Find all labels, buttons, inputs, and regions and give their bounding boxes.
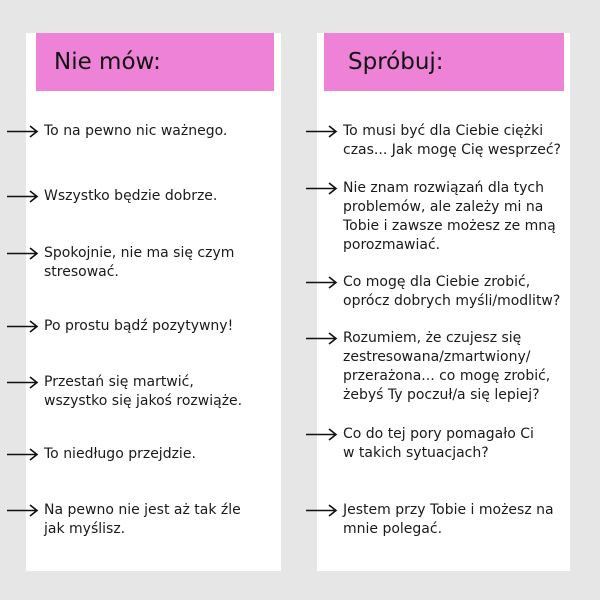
list-item-text: Co do tej pory pomagało Ci w takich sytuacjach? — [343, 426, 534, 461]
list-item-text: Jestem przy Tobie i możesz na mnie polegać. — [343, 502, 554, 537]
list-item-text: Wszystko będzie dobrze. — [44, 188, 218, 204]
arrow-right-icon — [305, 329, 339, 348]
arrow-right-icon — [6, 187, 40, 206]
dont-say-title: Nie mów: — [54, 49, 161, 75]
list-item — [305, 425, 534, 463]
list-item — [6, 373, 242, 411]
try-column — [317, 33, 570, 571]
arrow-right-icon — [6, 501, 40, 520]
list-item — [6, 122, 227, 141]
list-item-text: Spokojnie, nie ma się czym stresować. — [44, 245, 235, 280]
list-item — [6, 445, 196, 464]
list-item — [305, 329, 550, 405]
arrow-right-icon — [6, 373, 40, 392]
list-item — [305, 501, 554, 539]
list-item-text: Przestań się martwić, wszystko się jakoś rozwiąże. — [44, 374, 243, 409]
list-item-text: Nie znam rozwiązań dla tych problemów, ale zależy mi na Tobie i zawsze możesz ze mną porozmawiać. — [343, 180, 556, 253]
list-item — [305, 122, 561, 160]
list-item — [6, 187, 217, 206]
try-title: Spróbuj: — [348, 49, 444, 75]
list-item-text: Na pewno nie jest aż tak źle jak myślisz. — [44, 502, 241, 537]
arrow-right-icon — [6, 317, 40, 336]
arrow-right-icon — [305, 273, 339, 292]
list-item — [6, 317, 233, 336]
list-item-text: Rozumiem, że czujesz się zestresowana/zmartwiony/ przerażona... co mogę zrobić, żebyś Ty poczuł/a się lepiej? — [343, 330, 551, 403]
list-item-text: Po prostu bądź pozytywny! — [44, 318, 234, 334]
list-item — [305, 179, 556, 255]
list-item-text: To niedługo przejdzie. — [44, 446, 196, 462]
list-item-text: Co mogę dla Ciebie zrobić, oprócz dobrych myśli/modlitw? — [343, 274, 561, 309]
arrow-right-icon — [6, 445, 40, 464]
list-item — [6, 501, 241, 539]
list-item — [6, 244, 234, 282]
list-item — [305, 273, 560, 311]
list-item-text: To na pewno nic ważnego. — [44, 123, 228, 139]
list-item-text: To musi być dla Ciebie ciężki czas... Jak mogę Cię wesprzeć? — [343, 123, 561, 158]
arrow-right-icon — [305, 122, 339, 141]
arrow-right-icon — [305, 501, 339, 520]
dont-say-header — [36, 33, 274, 91]
arrow-right-icon — [305, 425, 339, 444]
arrow-right-icon — [305, 179, 339, 198]
arrow-right-icon — [6, 244, 40, 263]
try-header — [324, 33, 564, 91]
dont-say-column — [26, 33, 281, 571]
arrow-right-icon — [6, 122, 40, 141]
